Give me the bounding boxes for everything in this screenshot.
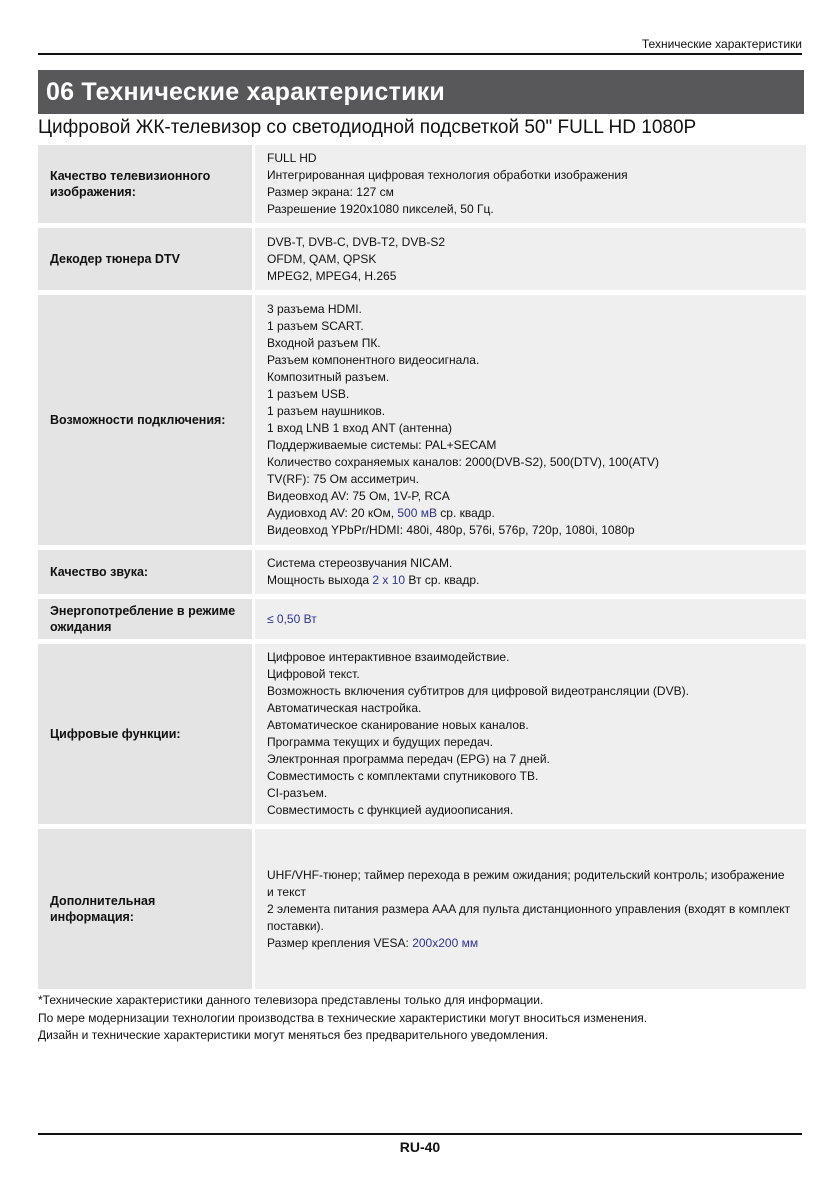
spec-line: MPEG2, MPEG4, H.265 — [267, 268, 397, 283]
spec-value — [255, 599, 806, 639]
audio-input-line — [267, 505, 794, 522]
vesa-value: 200x200 мм — [412, 935, 479, 950]
output-power-prefix: Мощность выхода — [267, 573, 373, 587]
standby-power-value: ≤ 0,50 Вт — [267, 611, 317, 626]
spec-value — [255, 644, 806, 824]
spec-line: Электронная программа передач (EPG) на 7 дней. — [267, 752, 550, 766]
output-power-suffix: Вт ср. квадр. — [405, 573, 480, 587]
spec-label: Цифровые функции: — [38, 644, 252, 824]
spec-line: 2 элемента питания размера AAA для пульта дистанционного управления (входят в комплект поставки). — [267, 901, 791, 933]
section-title: 06 Технические характеристики — [38, 70, 804, 114]
spec-line: Программа текущих и будущих передач. — [267, 735, 493, 749]
spec-table — [38, 145, 806, 994]
running-header: Технические характеристики — [641, 37, 802, 51]
spec-value — [255, 295, 806, 545]
spec-line: 1 вход LNB 1 вход ANT (антенна) — [267, 421, 453, 435]
top-rule — [38, 53, 802, 55]
spec-label: Декодер тюнера DTV — [38, 228, 252, 290]
spec-line: Система стереозвучания NICAM. — [267, 556, 453, 570]
section-subtitle: Цифровой ЖК-телевизор со светодиодной подсветкой 50" FULL HD 1080P — [38, 117, 697, 138]
spec-line: Цифровой текст. — [267, 667, 360, 681]
footnote-line: Дизайн и технические характеристики могут меняться без предварительного уведомления. — [38, 1028, 549, 1042]
spec-line: Видеовход AV: 75 Ом, 1V-P, RCA — [267, 489, 450, 503]
output-power-value: 2 x 10 — [372, 573, 406, 587]
spec-value — [255, 145, 806, 223]
spec-line: Композитный разъем. — [267, 370, 390, 384]
spec-line: Цифровое интерактивное взаимодействие. — [267, 650, 510, 664]
spec-label: Дополнительная информация: — [38, 829, 252, 989]
spec-row-dtv — [38, 228, 806, 290]
spec-line: Размер экрана: 127 см — [267, 185, 394, 199]
spec-line: Возможность включения субтитров для цифровой видеотрансляции (DVB). — [267, 684, 689, 698]
spec-value — [255, 829, 806, 989]
footnote — [38, 992, 806, 1045]
spec-label: Энергопотребление в режиме ожидания — [38, 599, 252, 639]
spec-line: 3 разъема HDMI. — [267, 302, 362, 316]
spec-line: 1 разъем USB. — [267, 387, 350, 401]
spec-line: Входной разъем ПК. — [267, 336, 381, 350]
vesa-prefix: Размер крепления VESA: — [267, 935, 413, 950]
bottom-rule — [38, 1133, 802, 1135]
vesa-line — [267, 935, 794, 952]
spec-line: TV(RF): 75 Ом ассиметрич. — [267, 472, 419, 486]
spec-line: 1 разъем SCART. — [267, 319, 364, 333]
audio-input-prefix: Аудиовход AV: 20 кОм, — [267, 506, 398, 520]
spec-line: DVB-T, DVB-C, DVB-T2, DVB-S2 — [267, 234, 446, 249]
spec-label: Качество звука: — [38, 550, 252, 594]
spec-line: Видеовход YPbPr/HDMI: 480i, 480p, 576i, 576p, 720p, 1080i, 1080p — [267, 523, 635, 537]
spec-line: UHF/VHF-тюнер; таймер перехода в режим ожидания; родительский контроль; изображение и текст — [267, 867, 785, 899]
spec-row-additional — [38, 829, 806, 989]
spec-line: Разъем компонентного видеосигнала. — [267, 353, 480, 367]
spec-value — [255, 550, 806, 594]
spec-line: 1 разъем наушников. — [267, 404, 386, 418]
spec-line: Интегрированная цифровая технология обработки изображения — [267, 168, 628, 182]
spec-line: Совместимость с функцией аудиоописания. — [267, 803, 514, 817]
spec-line: Совместимость с комплектами спутникового ТВ. — [267, 769, 539, 783]
audio-input-suffix: ср. квадр. — [436, 506, 495, 520]
spec-line: OFDM, QAM, QPSK — [267, 251, 377, 266]
spec-line: Автоматическое сканирование новых каналов. — [267, 718, 529, 732]
audio-input-value: 500 мВ — [397, 506, 437, 520]
footnote-line: По мере модернизации технологии производства в технические характеристики могут вноситься изменения. — [38, 1010, 648, 1025]
spec-line: Автоматическая настройка. — [267, 701, 422, 715]
spec-label: Качество телевизионного изображения: — [38, 145, 252, 223]
spec-line: Разрешение 1920x1080 пикселей, 50 Гц. — [267, 202, 494, 216]
spec-value — [255, 228, 806, 290]
spec-label: Возможности подключения: — [38, 295, 252, 545]
spec-row-picture — [38, 145, 806, 223]
spec-row-sound — [38, 550, 806, 594]
footnote-line: *Технические характеристики данного телевизора представлены только для информации. — [38, 993, 544, 1007]
output-power-line — [267, 572, 794, 589]
spec-row-standby — [38, 599, 806, 639]
spec-row-digital — [38, 644, 806, 824]
spec-line: FULL HD — [267, 151, 317, 165]
spec-row-connectivity — [38, 295, 806, 545]
page-number: RU-40 — [399, 1139, 441, 1155]
spec-line: CI-разъем. — [267, 786, 328, 800]
spec-line: Количество сохраняемых каналов: 2000(DVB-S2), 500(DTV), 100(ATV) — [267, 455, 659, 469]
spec-line: Поддерживаемые системы: PAL+SECAM — [267, 438, 497, 452]
